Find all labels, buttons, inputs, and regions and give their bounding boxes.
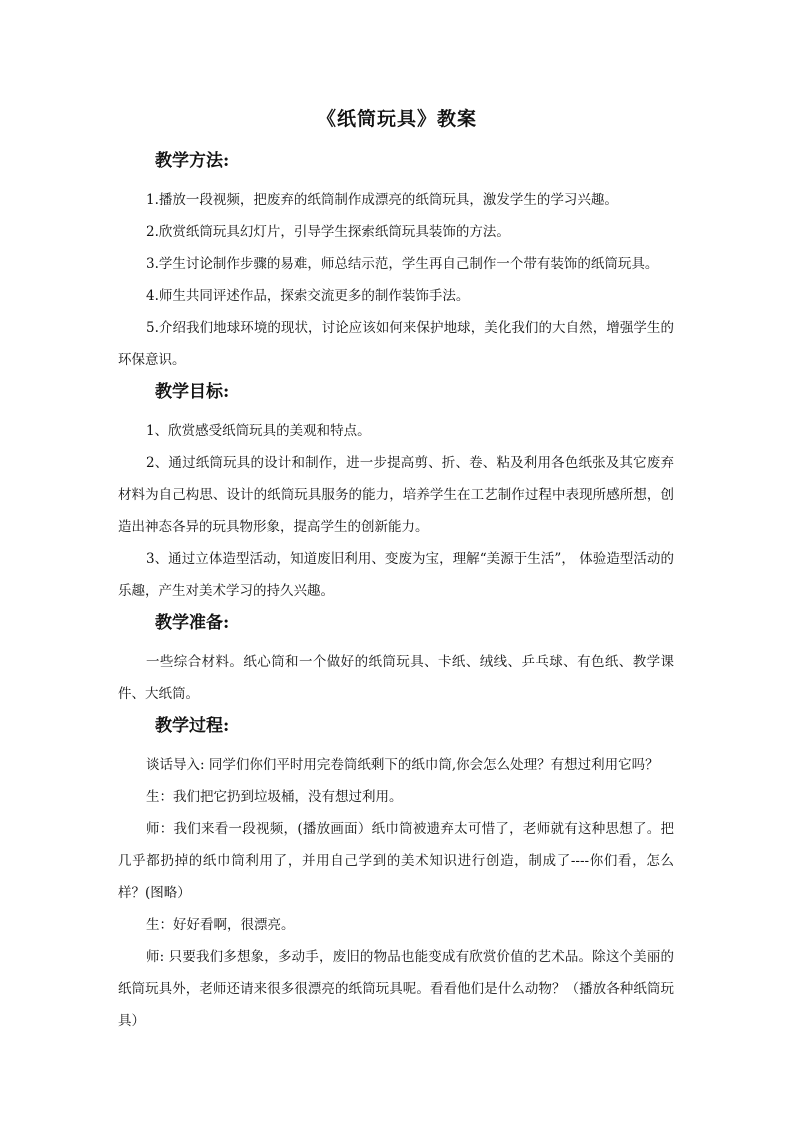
document-body	[118, 145, 674, 1037]
paragraph: 1.播放一段视频，把废弃的纸筒制作成漂亮的纸筒玩具，激发学生的学习兴趣。	[146, 192, 618, 208]
paragraph: 师: 只要我们多想象，多动手，废旧的物品也能变成有欣赏价值的艺术品。除这个美丽的纸筒玩具外，老师还请来很多很漂亮的纸筒玩具呢。看看他们是什么动物？（播放各种纸筒玩具）	[118, 949, 674, 1029]
document-title: 《纸筒玩具》教案	[316, 108, 477, 130]
paragraph: 一些综合材料。纸心筒和一个做好的纸筒玩具、卡纸、绒线、乒乓球、有色纸、教学课件、大纸筒。	[118, 654, 674, 702]
paragraph: 3.学生讨论制作步骤的易难，师总结示范，学生再自己制作一个带有装饰的纸筒玩具。	[146, 256, 659, 272]
section-heading: 教学方法:	[155, 151, 230, 171]
paragraph: 谈话导入: 同学们你们平时用完卷筒纸剩下的纸巾筒,你会怎么处理？有想过利用它吗？	[146, 757, 659, 773]
section-heading: 教学准备:	[155, 613, 230, 633]
section-heading: 教学过程:	[155, 716, 230, 736]
paragraph: 2、通过纸筒玩具的设计和制作，进一步提高剪、折、卷、粘及利用各色纸张及其它废弃材料为自己构思、设计的纸筒玩具服务的能力，培养学生在工艺制作过程中表现所感所想，创造出神态各异的玩具物形象，提高学生的创新能力。	[118, 455, 674, 535]
paragraph: 5.介绍我们地球环境的现状，讨论应该如何来保护地球，美化我们的大自然，增强学生的环保意识。	[118, 320, 674, 368]
section-teaching-methods	[118, 147, 674, 376]
paragraph: 生：好好看啊，很漂亮。	[146, 917, 295, 933]
paragraph: 1、欣赏感受纸筒玩具的美观和特点。	[146, 423, 371, 439]
paragraph: 3、通过立体造型活动，知道废旧利用、变废为宝，理解“美源于生活”， 体验造型活动的乐趣，产生对美术学习的持久兴趣。	[118, 551, 674, 599]
paragraph: 4.师生共同评述作品，探索交流更多的制作装饰手法。	[146, 288, 470, 304]
section-teaching-goals	[118, 378, 674, 607]
section-teaching-preparation	[118, 609, 674, 710]
section-teaching-process	[118, 712, 674, 1037]
section-heading: 教学目标:	[155, 382, 230, 402]
paragraph: 2.欣赏纸筒玩具幻灯片，引导学生探索纸筒玩具装饰的方法。	[146, 224, 510, 240]
paragraph: 生：我们把它扔到垃圾桶，没有想过利用。	[146, 789, 403, 805]
paragraph: 师：我们来看一段视频，(播放画面）纸巾筒被遗弃太可惜了，老师就有这种思想了。把几乎都扔掉的纸巾筒利用了，并用自己学到的美术知识进行创造，制成了----你们看，怎么样？(图略）	[118, 821, 674, 901]
